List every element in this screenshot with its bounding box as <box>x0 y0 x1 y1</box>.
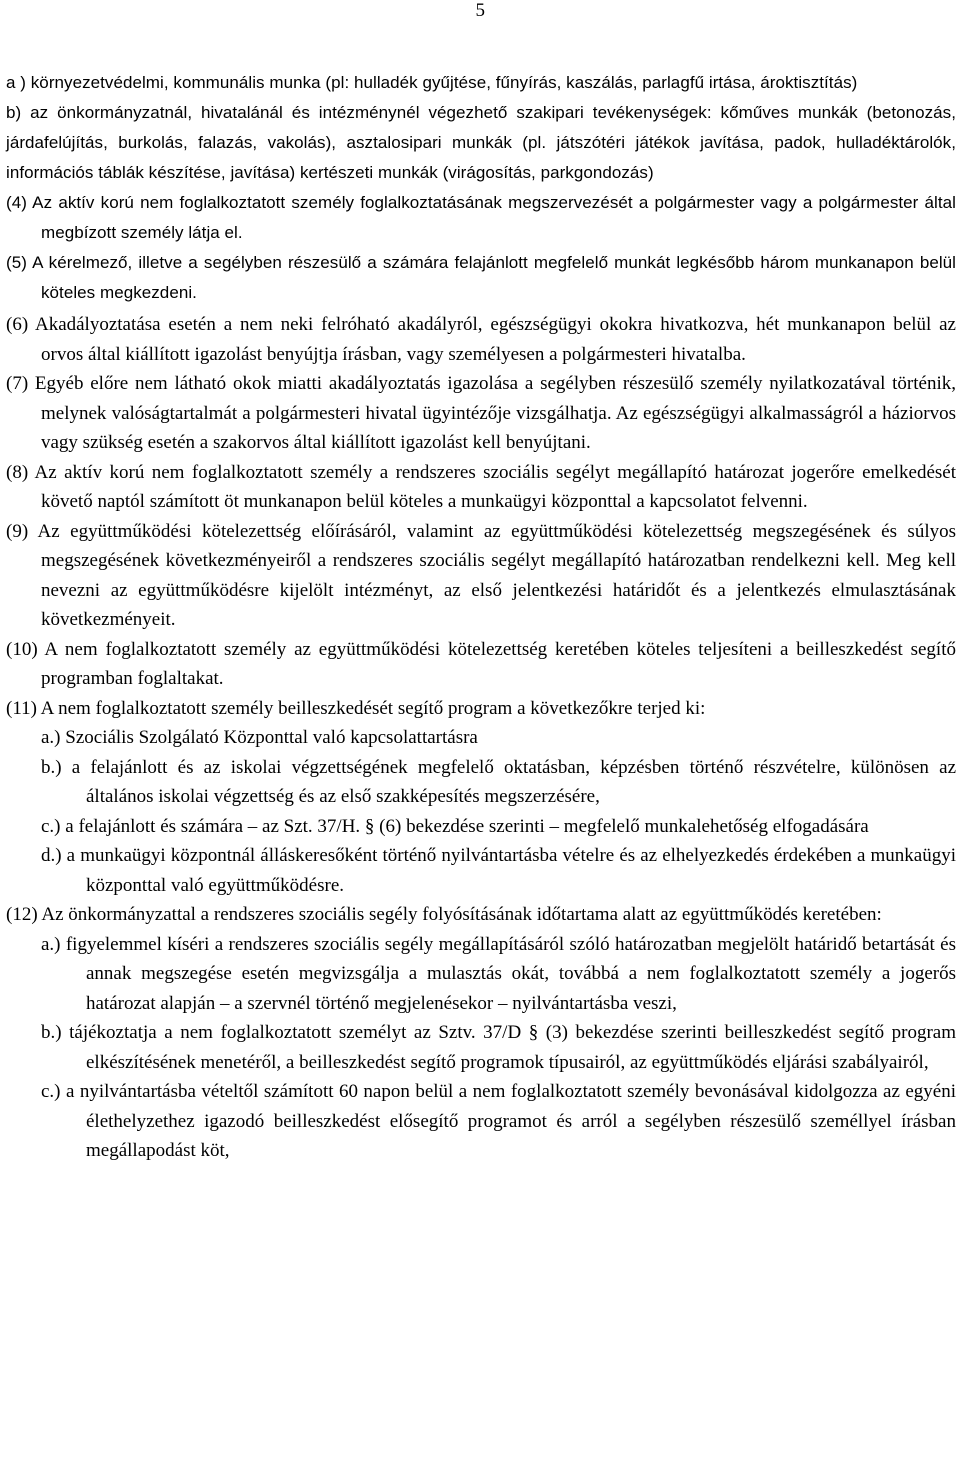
paragraph-12-item-b: b.) tájékoztatja a nem foglalkoztatott személyt az Sztv. 37/D § (3) bekezdése szerinti beilleszkedést segítő program elkészítésének menetéről, a beilleszkedést segítő programok típusairól, az együttműködés eljárási szabályairól, <box>41 1022 956 1073</box>
paragraph-7: (7) Egyéb előre nem látható okok miatti akadályoztatás igazolása a segélyben részesülő személy nyilatkozatával történik, melynek valóságtartalmát a polgármesteri hivatal ügyintézője vizsgálhatja. Az egészségügyi alkalmasságról a háziorvos vagy szükség esetén a szakorvos által kiállított igazolást kell benyújtani. <box>6 373 956 453</box>
paragraph-a-environmental-work: a ) környezetvédelmi, kommunális munka (pl: hulladék gyűjtése, fűnyírás, kaszálás, parlagfű irtása, ároktisztítás) <box>6 73 858 92</box>
paragraph-b-skilled-work: b) az önkormányzatnál, hivatalánál és intézménynél végezhető szakipari tevékenységek: kőműves munkák (betonozás, járdafelújítás, burkolás, falazás, vakolás), asztalosipari munkák (pl. játszótéri játékok javítása, padok, hulladéktárolók, információs táblák készítése, javítása) kertészeti munkák (virágosítás, parkgondozás) <box>6 103 956 182</box>
paragraph-12: (12) Az önkormányzattal a rendszeres szociális segély folyósításának időtartama alatt az együttműködés keretében: <box>6 904 882 925</box>
paragraph-12-item-a: a.) figyelemmel kíséri a rendszeres szociális segély megállapításáról szóló határozatban megjelölt határidő betartását és annak megszegése esetén megvizsgálja a mulasztás okát, továbbá a nem foglalkoztatott személy a jogerős határozat alapján – a szervnél történő megjelenésekor – nyilvántartásba veszi, <box>41 933 956 1014</box>
paragraph-12-item-c: c.) a nyilvántartásba vételtől számított 60 napon belül a nem foglalkoztatott személy bevonásával kidolgozza az egyéni élethelyzethez igazodó beilleszkedést elősegítő programot és arról a segélyben részesülő személlyel írásban megállapodást köt, <box>41 1081 956 1161</box>
paragraph-11-item-b: b.) a felajánlott és az iskolai végzettségének megfelelő oktatásban, képzésben történő részvételre, különösen az általános iskolai végzettség és az első szakképesítés megszerzésére, <box>41 756 956 807</box>
paragraph-6: (6) Akadályoztatása esetén a nem neki felróható akadályról, egészségügyi okokra hivatkozva, hét munkanapon belül az orvos által kiállított igazolást benyújtja írásban, vagy személyesen a polgármesteri hivatalba. <box>6 314 956 365</box>
paragraph-11-item-d: d.) a munkaügyi központnál álláskeresőként történő nyilvántartásba vételre és az elhelyezkedés érdekében a munkaügyi központtal való együttműködésre. <box>41 845 956 896</box>
document-body <box>6 68 956 1166</box>
paragraph-11-item-c: c.) a felajánlott és számára – az Szt. 37/H. § (6) bekezdése szerinti – megfelelő munkalehetőség elfogadására <box>41 815 869 837</box>
page-number: 5 <box>475 0 485 21</box>
paragraph-5: (5) A kérelmező, illetve a segélyben részesülő a számára felajánlott megfelelő munkát legkésőbb három munkanapon belül köteles megkezdeni. <box>6 253 956 302</box>
paragraph-4: (4) Az aktív korú nem foglalkoztatott személy foglalkoztatásának megszervezését a polgármester vagy a polgármester által megbízott személy látja el. <box>6 193 956 242</box>
paragraph-11: (11) A nem foglalkoztatott személy beilleszkedését segítő program a következőkre terjed ki: <box>6 697 706 719</box>
paragraph-10: (10) A nem foglalkoztatott személy az együttműködési kötelezettség keretében köteles teljesíteni a beilleszkedést segítő programban foglaltakat. <box>6 638 956 689</box>
paragraph-9: (9) Az együttműködési kötelezettség előírásáról, valamint az együttműködési kötelezettség megszegésének és súlyos megszegésének következményeiről a rendszeres szociális segélyt megállapító határozatban rendelkezni kell. Meg kell nevezni az együttműködésre kijelölt intézményt, az első jelentkezési határidőt és a jelentkezés elmulasztásának következményeit. <box>6 520 956 630</box>
paragraph-11-item-a: a.) Szociális Szolgálató Központtal való kapcsolattartásra <box>41 727 478 748</box>
paragraph-8: (8) Az aktív korú nem foglalkoztatott személy a rendszeres szociális segélyt megállapító határozat jogerőre emelkedését követő naptól számított öt munkanapon belül köteles a munkaügyi központtal a kapcsolatot felvenni. <box>6 461 956 512</box>
